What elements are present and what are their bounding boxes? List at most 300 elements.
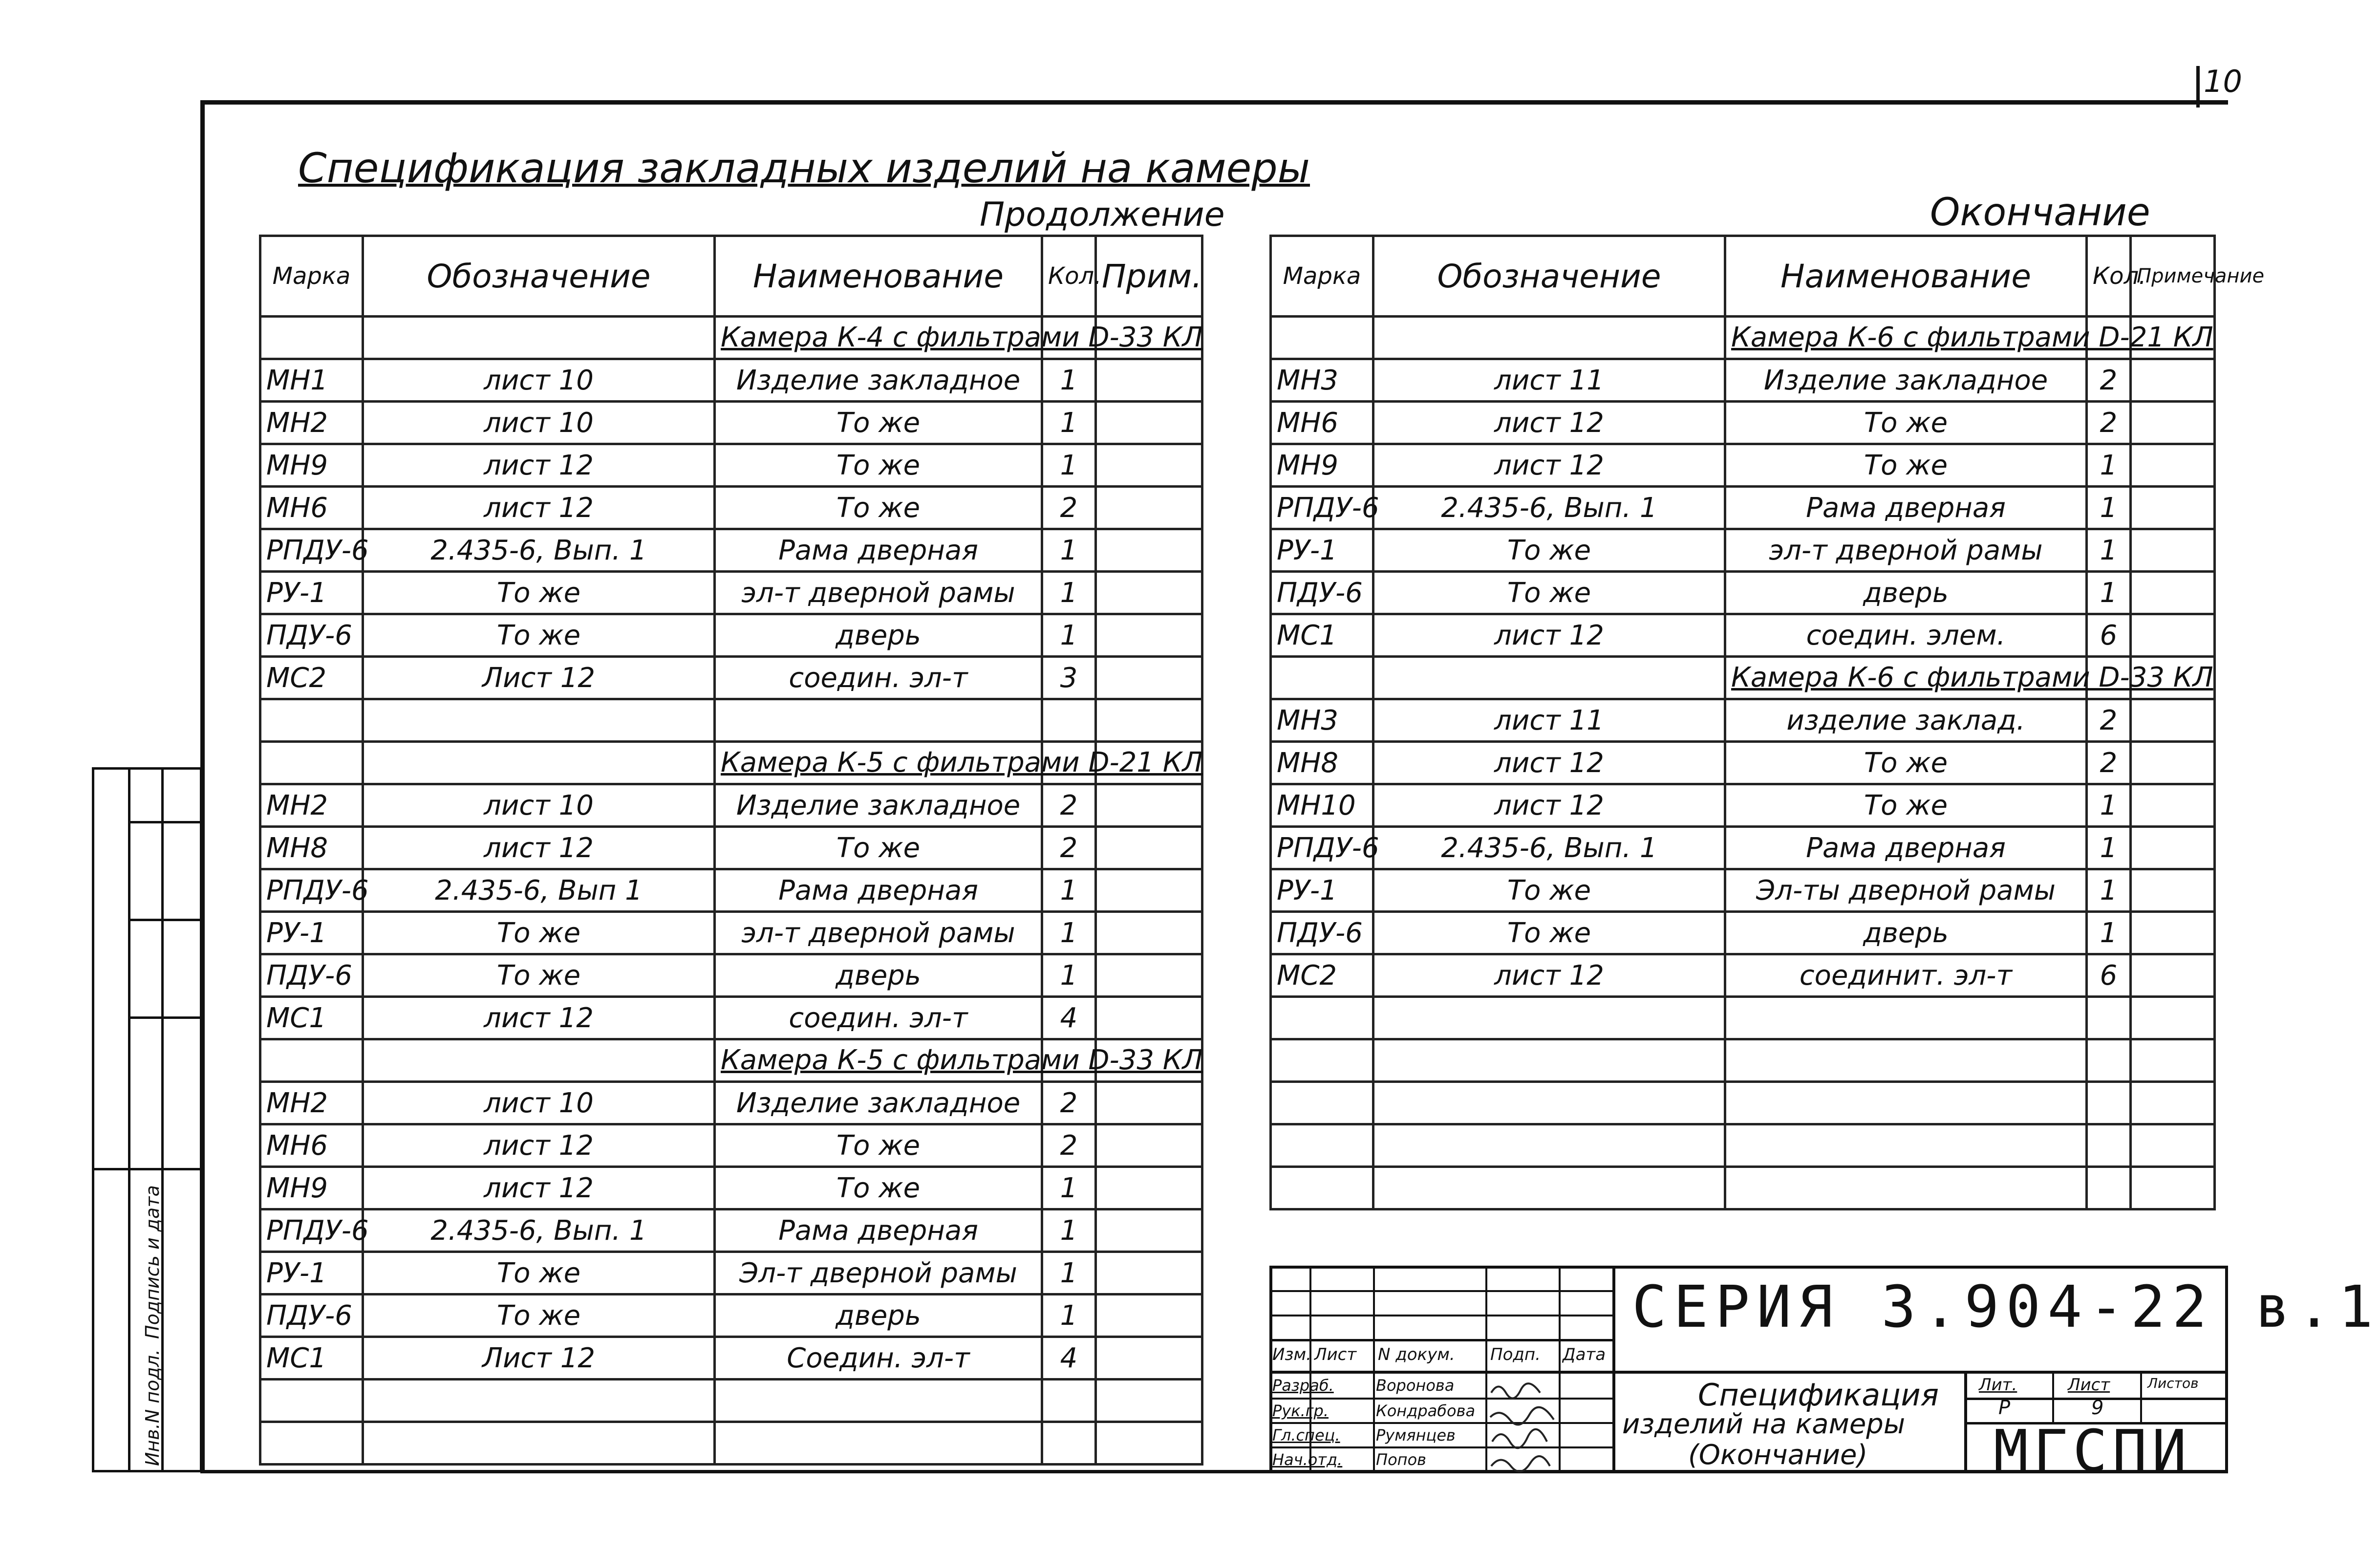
mark-cell: РПДУ-6 [260, 1209, 363, 1252]
designation-cell: лист 12 [363, 1124, 715, 1167]
name-cell: эл-т дверной рамы [1725, 529, 2087, 572]
table-row [1271, 699, 2215, 742]
col-header-name: Наименование [1725, 236, 2087, 317]
name-cell: Эл-т дверной рамы [715, 1252, 1042, 1294]
designation-cell: То же [1373, 572, 1725, 614]
designation-cell: лист 10 [363, 1082, 715, 1124]
name-cell [715, 1380, 1042, 1422]
mark-cell: МН2 [260, 784, 363, 827]
table-row [1271, 784, 2215, 827]
note-cell [1096, 487, 1202, 529]
mark-cell: РУ-1 [1271, 869, 1373, 912]
note-cell [2131, 912, 2215, 954]
qty-cell: 1 [1042, 1252, 1096, 1294]
mark-cell: МН9 [260, 444, 363, 487]
note-cell [1096, 912, 1202, 954]
name-cell: дверь [1725, 912, 2087, 954]
tb-header-list: Лист [1314, 1345, 1357, 1364]
table-row [260, 1209, 1202, 1252]
sheet-number: 10 [2204, 64, 2242, 99]
mark-cell: МН3 [1271, 359, 1373, 402]
name-cell: эл-т дверной рамы [715, 572, 1042, 614]
note-cell [1096, 402, 1202, 444]
qty-cell: 1 [2087, 529, 2131, 572]
strip-divider [92, 1168, 202, 1170]
designation-cell [1373, 1124, 1725, 1167]
name-cell: эл-т дверной рамы [715, 912, 1042, 954]
qty-cell [1042, 1380, 1096, 1422]
qty-cell: 2 [1042, 487, 1096, 529]
table-row [1271, 1082, 2215, 1124]
designation-cell: лист 12 [1373, 742, 1725, 784]
mark-cell [260, 1380, 363, 1422]
qty-cell: 3 [1042, 657, 1096, 699]
designation-cell: лист 12 [1373, 614, 1725, 657]
strip-label-inventory: Инв.N подл. [142, 1349, 163, 1466]
tb-header-doc: N докум. [1378, 1345, 1455, 1364]
qty-cell: 1 [1042, 869, 1096, 912]
tb-header-izm: Изм. [1272, 1345, 1311, 1364]
table-row [260, 487, 1202, 529]
tb-lit-label: Лит. [1979, 1375, 2017, 1395]
note-cell [1096, 1124, 1202, 1167]
mark-cell [260, 1422, 363, 1465]
name-cell: Рама дверная [715, 529, 1042, 572]
strip-divider [128, 821, 202, 823]
mark-cell: МН6 [260, 487, 363, 529]
name-cell: дверь [715, 954, 1042, 997]
qty-cell: 1 [1042, 912, 1096, 954]
qty-cell: 6 [2087, 954, 2131, 997]
mark-cell: РПДУ-6 [260, 869, 363, 912]
note-cell [2131, 827, 2215, 869]
tb-role: Разраб. [1272, 1376, 1334, 1395]
note-cell [2131, 402, 2215, 444]
name-cell: дверь [715, 1294, 1042, 1337]
tb-header-sign: Подп. [1490, 1345, 1541, 1364]
mark-cell: РПДУ-6 [1271, 827, 1373, 869]
table-row [1271, 402, 2215, 444]
name-cell: Изделие закладное [715, 359, 1042, 402]
table-row [1271, 1039, 2215, 1082]
right-caption: Окончание [1930, 191, 2150, 235]
designation-cell [363, 1422, 715, 1465]
mark-cell [1271, 1082, 1373, 1124]
table-row [260, 1337, 1202, 1380]
doc-name-line-2: изделий на камеры [1622, 1408, 1906, 1440]
mark-cell: МС2 [1271, 954, 1373, 997]
table-row [1271, 1167, 2215, 1209]
qty-cell [2087, 1082, 2131, 1124]
table-row [260, 1124, 1202, 1167]
table-row [1271, 954, 2215, 997]
mark-cell: МН2 [260, 402, 363, 444]
table-row [260, 1380, 1202, 1422]
designation-cell: То же [1373, 529, 1725, 572]
name-cell: соедин. элем. [1725, 614, 2087, 657]
note-cell [2131, 954, 2215, 997]
col-header-mark: Марка [1271, 236, 1373, 317]
strip-label-signature: Подпись и дата [142, 1185, 163, 1339]
designation-cell [363, 1380, 715, 1422]
empty-cell [1373, 657, 1725, 699]
designation-cell: лист 12 [363, 487, 715, 529]
name-cell: Изделие закладное [1725, 359, 2087, 402]
doc-name-line-3: (Окончание) [1688, 1439, 1868, 1471]
mark-cell: ПДУ-6 [1271, 912, 1373, 954]
designation-cell: 2.435-6, Вып 1 [363, 869, 715, 912]
name-cell [1725, 1167, 2087, 1209]
note-cell [1096, 827, 1202, 869]
note-cell [1096, 699, 1202, 742]
table-row [260, 317, 1202, 359]
note-cell [1096, 784, 1202, 827]
table-row [260, 699, 1202, 742]
qty-cell: 1 [2087, 487, 2131, 529]
mark-cell: МН6 [260, 1124, 363, 1167]
empty-cell [260, 317, 363, 359]
mark-cell: МН2 [260, 1082, 363, 1124]
qty-cell: 2 [1042, 1082, 1096, 1124]
table-row [1271, 529, 2215, 572]
tb-name: Попов [1376, 1450, 1426, 1469]
note-cell [2131, 1124, 2215, 1167]
qty-cell: 2 [1042, 784, 1096, 827]
designation-cell: 2.435-6, Вып. 1 [1373, 487, 1725, 529]
name-cell: То же [715, 1167, 1042, 1209]
section-heading: Камера К-4 с фильтрами D-33 КЛ [715, 317, 1042, 359]
strip-divider [128, 1016, 202, 1019]
strip-divider [128, 767, 130, 1472]
qty-cell: 1 [2087, 827, 2131, 869]
designation-cell: лист 12 [1373, 784, 1725, 827]
name-cell [715, 1422, 1042, 1465]
tb-role: Гл.спец. [1272, 1426, 1340, 1445]
name-cell [715, 699, 1042, 742]
qty-cell: 1 [2087, 444, 2131, 487]
table-row [260, 444, 1202, 487]
designation-cell [363, 699, 715, 742]
tb-name: Румянцев [1376, 1426, 1456, 1445]
table-row [1271, 444, 2215, 487]
note-cell [2131, 1082, 2215, 1124]
table-row [260, 1167, 1202, 1209]
designation-cell: Лист 12 [363, 657, 715, 699]
name-cell: То же [715, 487, 1042, 529]
name-cell: соедин. эл-т [715, 657, 1042, 699]
note-cell [1096, 444, 1202, 487]
table-row [260, 827, 1202, 869]
designation-cell: лист 10 [363, 402, 715, 444]
designation-cell: То же [363, 1252, 715, 1294]
mark-cell: МС1 [260, 997, 363, 1039]
table-row [260, 869, 1202, 912]
name-cell: То же [715, 827, 1042, 869]
note-cell [1096, 1422, 1202, 1465]
designation-cell: лист 10 [363, 784, 715, 827]
mark-cell: ПДУ-6 [260, 954, 363, 997]
qty-cell [2087, 997, 2131, 1039]
note-cell [1096, 869, 1202, 912]
table-row [1271, 1124, 2215, 1167]
designation-cell: лист 12 [363, 997, 715, 1039]
note-cell [1096, 1380, 1202, 1422]
section-heading: Камера К-6 с фильтрами D-33 КЛ [1725, 657, 2087, 699]
mark-cell [1271, 997, 1373, 1039]
qty-cell: 1 [1042, 444, 1096, 487]
name-cell: дверь [1725, 572, 2087, 614]
name-cell: То же [715, 1124, 1042, 1167]
strip-divider [128, 919, 202, 921]
mark-cell: МН1 [260, 359, 363, 402]
table-row [260, 529, 1202, 572]
left-table-body [260, 317, 1202, 1465]
col-header-note: Прим. [1096, 236, 1202, 317]
qty-cell: 1 [1042, 402, 1096, 444]
designation-cell: То же [363, 572, 715, 614]
table-row [260, 1422, 1202, 1465]
name-cell: Изделие закладное [715, 784, 1042, 827]
tb-lit-value: Р [1998, 1397, 2011, 1419]
qty-cell [1042, 699, 1096, 742]
table-row [260, 402, 1202, 444]
empty-cell [363, 1039, 715, 1082]
section-heading: Камера К-6 с фильтрами D-21 КЛ [1725, 317, 2087, 359]
mark-cell: РПДУ-6 [1271, 487, 1373, 529]
col-header-note: Примечание [2131, 236, 2215, 317]
mark-cell: РУ-1 [260, 1252, 363, 1294]
table-row [260, 1294, 1202, 1337]
designation-cell: 2.435-6, Вып. 1 [363, 1209, 715, 1252]
note-cell [1096, 997, 1202, 1039]
designation-cell: То же [363, 912, 715, 954]
left-spec-table [259, 235, 1203, 1466]
right-spec-table [1269, 235, 2265, 1210]
empty-cell [1373, 317, 1725, 359]
note-cell [1096, 1082, 1202, 1124]
name-cell: Эл-ты дверной рамы [1725, 869, 2087, 912]
mark-cell [260, 699, 363, 742]
table-row [1271, 869, 2215, 912]
mark-cell [1271, 1039, 1373, 1082]
qty-cell: 2 [2087, 359, 2131, 402]
table-row [260, 657, 1202, 699]
table-row [1271, 742, 2215, 784]
col-header-qty: Кол. [1042, 236, 1096, 317]
name-cell: То же [1725, 742, 2087, 784]
mark-cell: ПДУ-6 [260, 614, 363, 657]
qty-cell: 1 [2087, 912, 2131, 954]
designation-cell: лист 11 [1373, 699, 1725, 742]
designation-cell: лист 12 [363, 444, 715, 487]
table-row [260, 997, 1202, 1039]
qty-cell: 1 [1042, 359, 1096, 402]
designation-cell: То же [1373, 869, 1725, 912]
mark-cell: РУ-1 [260, 572, 363, 614]
name-cell: дверь [715, 614, 1042, 657]
name-cell [1725, 997, 2087, 1039]
table-row [1271, 572, 2215, 614]
note-cell [2131, 1167, 2215, 1209]
note-cell [1096, 614, 1202, 657]
qty-cell: 2 [2087, 699, 2131, 742]
table-header-row [260, 236, 1202, 317]
qty-cell: 1 [1042, 614, 1096, 657]
table-row [260, 1082, 1202, 1124]
name-cell: соедин. эл-т [715, 997, 1042, 1039]
mark-cell: МН10 [1271, 784, 1373, 827]
empty-cell [363, 742, 715, 784]
empty-cell [1271, 657, 1373, 699]
note-cell [1096, 572, 1202, 614]
table-row [1271, 912, 2215, 954]
table-row [260, 572, 1202, 614]
designation-cell: лист 11 [1373, 359, 1725, 402]
table-row [1271, 359, 2215, 402]
tb-header-date: Дата [1563, 1345, 1606, 1364]
designation-cell: Лист 12 [363, 1337, 715, 1380]
note-cell [2131, 997, 2215, 1039]
note-cell [2131, 1039, 2215, 1082]
name-cell: Изделие закладное [715, 1082, 1042, 1124]
name-cell: То же [715, 402, 1042, 444]
series-label: СЕРИЯ 3.904-22 в.1 [1632, 1273, 2380, 1340]
mark-cell: МН9 [260, 1167, 363, 1209]
empty-cell [260, 1039, 363, 1082]
table-row [260, 954, 1202, 997]
tb-role: Рук.гр. [1272, 1402, 1329, 1420]
qty-cell: 2 [2087, 742, 2131, 784]
note-cell [2131, 784, 2215, 827]
designation-cell [1373, 1082, 1725, 1124]
right-table-body [1271, 317, 2215, 1209]
qty-cell: 1 [2087, 869, 2131, 912]
table-row [1271, 317, 2215, 359]
table-row [1271, 997, 2215, 1039]
tb-sheets-label: Листов [2147, 1375, 2199, 1391]
name-cell [1725, 1082, 2087, 1124]
designation-cell [1373, 997, 1725, 1039]
page-title: Спецификация закладных изделий на камеры [298, 144, 1310, 192]
qty-cell [1042, 1422, 1096, 1465]
col-header-name: Наименование [715, 236, 1042, 317]
qty-cell: 1 [1042, 529, 1096, 572]
designation-cell: лист 12 [1373, 402, 1725, 444]
mark-cell: МС1 [1271, 614, 1373, 657]
name-cell: То же [1725, 784, 2087, 827]
name-cell: Рама дверная [715, 869, 1042, 912]
note-cell [2131, 359, 2215, 402]
doc-name-line-1: Спецификация [1698, 1377, 1939, 1413]
note-cell [2131, 742, 2215, 784]
designation-cell: лист 10 [363, 359, 715, 402]
mark-cell: МН3 [1271, 699, 1373, 742]
table-row [260, 742, 1202, 784]
name-cell: Рама дверная [715, 1209, 1042, 1252]
signatures-drawing [1487, 1373, 1559, 1473]
note-cell [2131, 614, 2215, 657]
col-header-qty: Кол. [2087, 236, 2131, 317]
mark-cell [1271, 1124, 1373, 1167]
note-cell [1096, 1252, 1202, 1294]
mark-cell: МС1 [260, 1337, 363, 1380]
table-row [260, 912, 1202, 954]
qty-cell: 2 [1042, 827, 1096, 869]
table-row [260, 359, 1202, 402]
qty-cell: 1 [1042, 1294, 1096, 1337]
designation-cell: лист 12 [1373, 444, 1725, 487]
tb-role: Нач.отд. [1272, 1450, 1343, 1469]
qty-cell: 2 [1042, 1124, 1096, 1167]
section-heading: Камера К-5 с фильтрами D-21 КЛ [715, 742, 1042, 784]
name-cell: То же [1725, 402, 2087, 444]
tb-sheet-value: 9 [2091, 1397, 2104, 1419]
name-cell [1725, 1039, 2087, 1082]
note-cell [2131, 487, 2215, 529]
qty-cell: 4 [1042, 1337, 1096, 1380]
note-cell [1096, 529, 1202, 572]
qty-cell [2087, 1167, 2131, 1209]
table-row [1271, 614, 2215, 657]
qty-cell: 1 [1042, 572, 1096, 614]
left-caption: Продолжение [980, 195, 1225, 234]
col-header-designation: Обозначение [363, 236, 715, 317]
qty-cell: 6 [2087, 614, 2131, 657]
note-cell [1096, 954, 1202, 997]
note-cell [2131, 699, 2215, 742]
name-cell: Соедин. эл-т [715, 1337, 1042, 1380]
name-cell: изделие заклад. [1725, 699, 2087, 742]
mark-cell: МН9 [1271, 444, 1373, 487]
section-heading: Камера К-5 с фильтрами D-33 КЛ [715, 1039, 1042, 1082]
col-header-mark: Марка [260, 236, 363, 317]
mark-cell: МН8 [1271, 742, 1373, 784]
note-cell [1096, 1167, 1202, 1209]
empty-cell [1271, 317, 1373, 359]
note-cell [2131, 529, 2215, 572]
mark-cell: ПДУ-6 [1271, 572, 1373, 614]
mark-cell: МС2 [260, 657, 363, 699]
name-cell: То же [1725, 444, 2087, 487]
name-cell: Рама дверная [1725, 827, 2087, 869]
mark-cell: РУ-1 [260, 912, 363, 954]
table-row [1271, 827, 2215, 869]
qty-cell: 1 [2087, 784, 2131, 827]
qty-cell: 2 [2087, 402, 2131, 444]
tb-name: Воронова [1376, 1376, 1455, 1395]
qty-cell [2087, 1039, 2131, 1082]
mark-cell: МН8 [260, 827, 363, 869]
designation-cell [1373, 1039, 1725, 1082]
designation-cell: То же [363, 614, 715, 657]
designation-cell: То же [363, 1294, 715, 1337]
name-cell: соединит. эл-т [1725, 954, 2087, 997]
name-cell [1725, 1124, 2087, 1167]
table-row [260, 1039, 1202, 1082]
tb-name: Кондрабова [1376, 1402, 1476, 1420]
designation-cell: 2.435-6, Вып. 1 [363, 529, 715, 572]
empty-cell [260, 742, 363, 784]
mark-cell [1271, 1167, 1373, 1209]
note-cell [2131, 869, 2215, 912]
designation-cell: То же [1373, 912, 1725, 954]
col-header-designation: Обозначение [1373, 236, 1725, 317]
table-row [1271, 487, 2215, 529]
qty-cell: 1 [1042, 954, 1096, 997]
qty-cell: 4 [1042, 997, 1096, 1039]
note-cell [2131, 572, 2215, 614]
designation-cell: лист 12 [363, 1167, 715, 1209]
